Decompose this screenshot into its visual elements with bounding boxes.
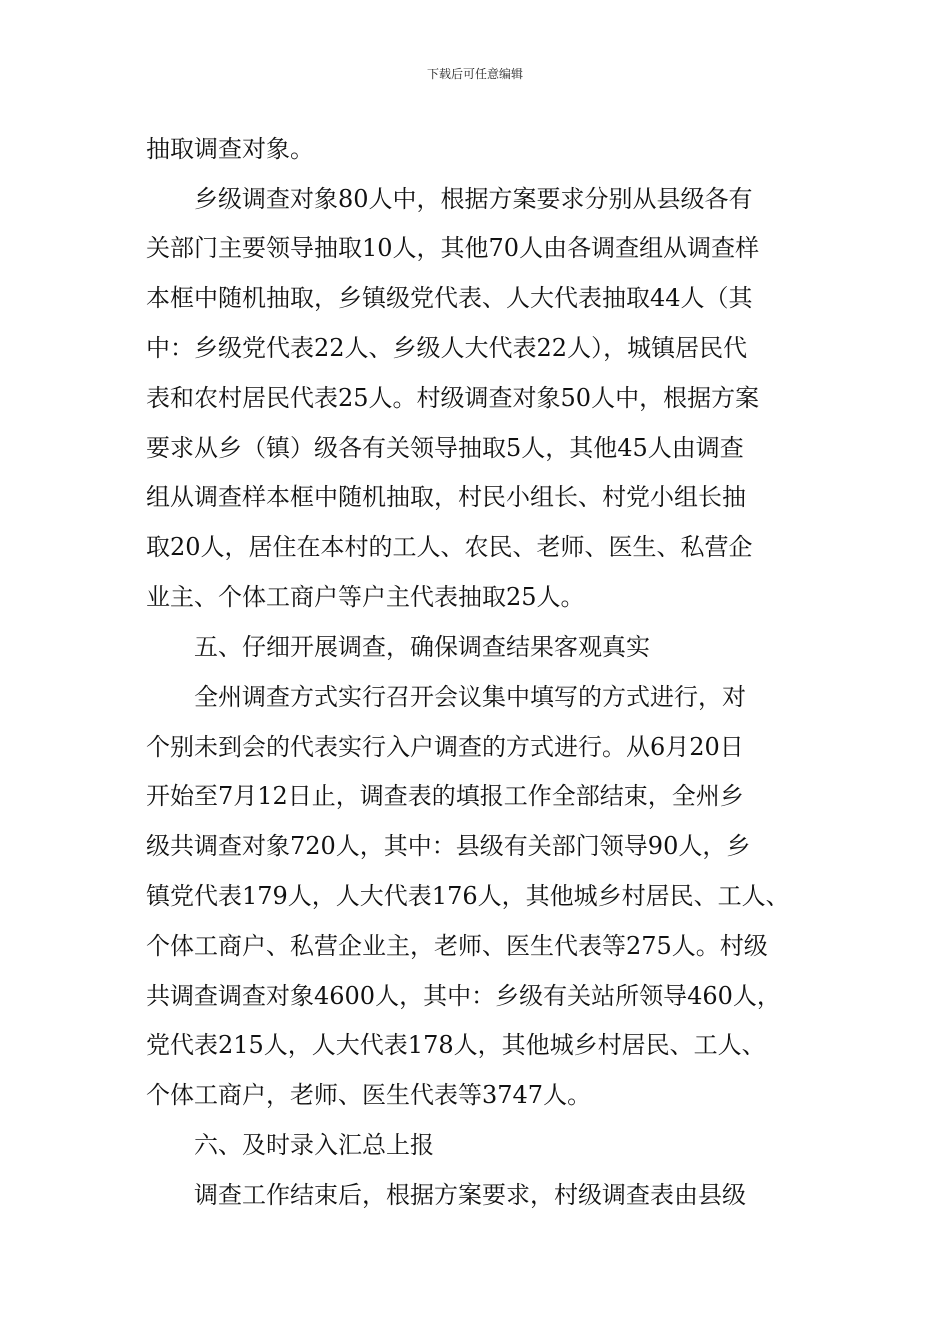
body-line: 要求从乡（镇）级各有关领导抽取5人，其他45人由调查 bbox=[146, 434, 744, 462]
body-line: 开始至7月12日止，调查表的填报工作全部结束，全州乡 bbox=[146, 782, 744, 810]
section-heading: 六、及时录入汇总上报 bbox=[146, 1131, 434, 1159]
body-line: 个体工商户、私营企业主，老师、医生代表等275人。村级 bbox=[146, 932, 768, 960]
body-line: 个别未到会的代表实行入户调查的方式进行。从6月20日 bbox=[146, 733, 744, 761]
body-line: 业主、个体工商户等户主代表抽取25人。 bbox=[146, 583, 585, 611]
body-line: 抽取调查对象。 bbox=[146, 135, 314, 163]
body-line: 乡级调查对象80人中，根据方案要求分别从县级各有 bbox=[146, 185, 753, 213]
body-line: 表和农村居民代表25人。村级调查对象50人中，根据方案 bbox=[146, 384, 760, 412]
body-line: 调查工作结束后，根据方案要求，村级调查表由县级 bbox=[146, 1181, 746, 1209]
body-line: 本框中随机抽取，乡镇级党代表、人大代表抽取44人（其 bbox=[146, 284, 753, 312]
page-header: 下载后可任意编辑 bbox=[426, 67, 523, 81]
body-line: 取20人，居住在本村的工人、农民、老师、医生、私营企 bbox=[146, 533, 753, 561]
body-line: 中：乡级党代表22人、乡级人大代表22人），城镇居民代 bbox=[146, 334, 748, 362]
body-line: 共调查调查对象4600人，其中：乡级有关站所领导460人， bbox=[146, 982, 781, 1010]
section-heading: 五、仔细开展调查，确保调查结果客观真实 bbox=[146, 633, 650, 661]
body-line: 个体工商户，老师、医生代表等3747人。 bbox=[146, 1081, 592, 1109]
body-line: 全州调查方式实行召开会议集中填写的方式进行，对 bbox=[146, 683, 746, 711]
body-line: 关部门主要领导抽取10人，其他70人由各调查组从调查样 bbox=[146, 234, 760, 262]
body-line: 镇党代表179人，人大代表176人，其他城乡村居民、工人、 bbox=[146, 882, 790, 910]
body-line: 党代表215人，人大代表178人，其他城乡村居民、工人、 bbox=[146, 1031, 766, 1059]
body-line: 组从调查样本框中随机抽取，村民小组长、村党小组长抽 bbox=[146, 483, 746, 511]
body-line: 级共调查对象720人，其中：县级有关部门领导90人，乡 bbox=[146, 832, 751, 860]
